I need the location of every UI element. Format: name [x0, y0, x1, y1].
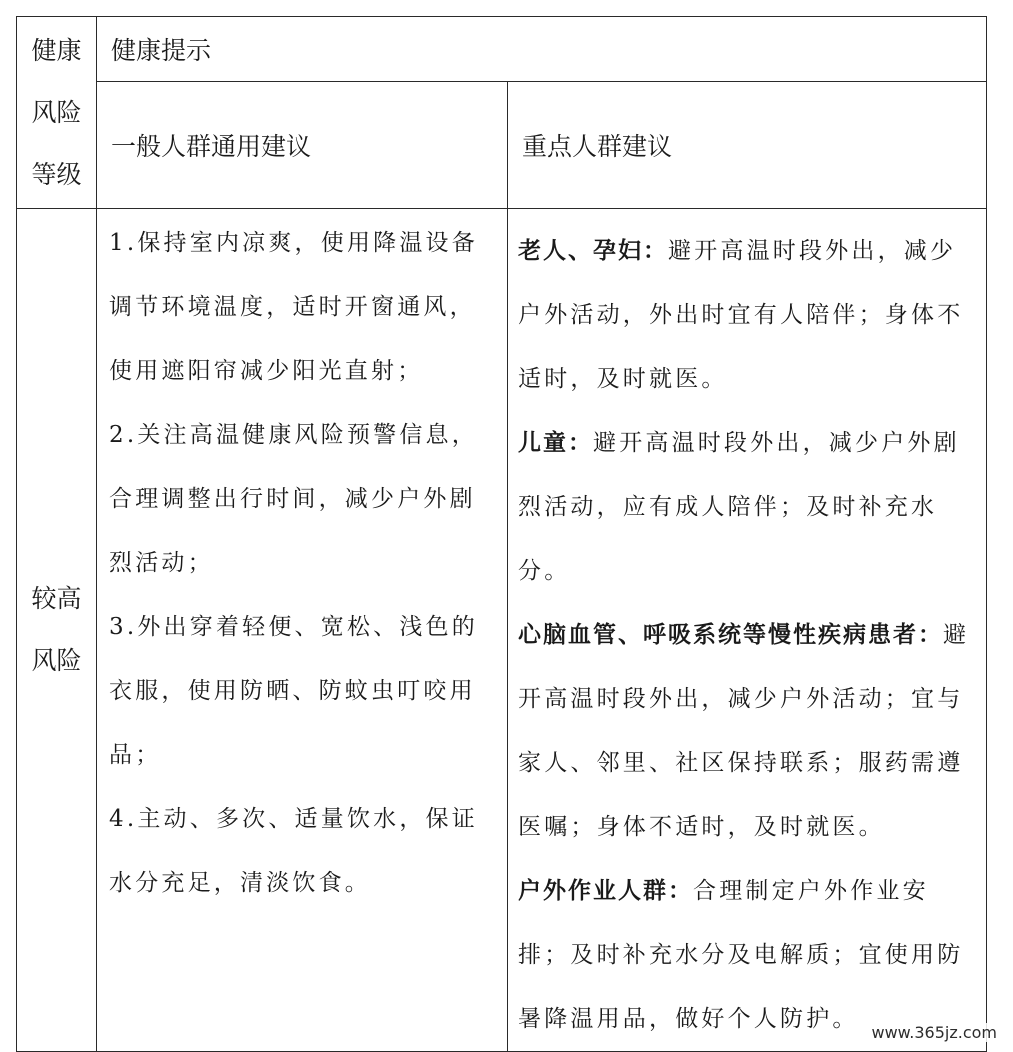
general-population-header: 一般人群通用建议 [97, 82, 508, 209]
key-group-chronic-patients [518, 603, 976, 859]
subheader-row [17, 82, 987, 209]
risk-level-line: 风险 [31, 646, 82, 675]
key-advice-cell [508, 209, 987, 1052]
group-label: 儿童： [518, 430, 593, 456]
group-label: 心脑血管、呼吸系统等慢性疾病患者： [518, 622, 943, 648]
risk-level-cell [17, 209, 97, 1052]
content-row [17, 209, 987, 1052]
risk-header-line: 等级 [31, 159, 82, 189]
risk-level-line: 较高 [31, 584, 82, 613]
group-label: 老人、孕妇： [518, 238, 668, 264]
risk-level-header-cell [17, 17, 97, 209]
risk-header-line: 健康 [31, 35, 82, 65]
key-group-elderly-pregnant [518, 219, 976, 411]
health-advice-table [16, 16, 987, 1052]
key-group-children [518, 411, 976, 603]
general-advice-item: 1.保持室内凉爽，使用降温设备调节环境温度，适时开窗通风，使用遮阳帘减少阳光直射； [109, 230, 478, 384]
header-row [17, 17, 987, 82]
watermark-text: www.365jz.com [871, 1023, 997, 1042]
risk-header-line: 风险 [31, 97, 82, 127]
general-advice-cell [97, 209, 508, 1052]
health-tips-header: 健康提示 [97, 17, 987, 82]
group-text: 避开高温时段外出，减少户外剧烈活动，应有成人陪伴；及时补充水分。 [518, 430, 960, 584]
group-label: 户外作业人群： [518, 878, 693, 904]
general-advice-item: 3.外出穿着轻便、宽松、浅色的衣服，使用防晒、防蚊虫叮咬用品； [109, 614, 478, 768]
key-population-header: 重点人群建议 [508, 82, 987, 209]
group-text: 合理制定户外作业安排；及时补充水分及电解质；宜使用防暑降温用品，做好个人防护。 [518, 878, 964, 1032]
group-text: 避开高温时段外出，减少户外活动；宜与家人、邻里、社区保持联系；服药需遵医嘱；身体不适时，及时就医。 [518, 622, 970, 840]
group-text: 避开高温时段外出，减少户外活动，外出时宜有人陪伴；身体不适时，及时就医。 [518, 238, 964, 392]
general-advice-item: 2.关注高温健康风险预警信息，合理调整出行时间，减少户外剧烈活动； [109, 422, 478, 576]
general-advice-item: 4.主动、多次、适量饮水，保证水分充足，清淡饮食。 [109, 806, 478, 896]
